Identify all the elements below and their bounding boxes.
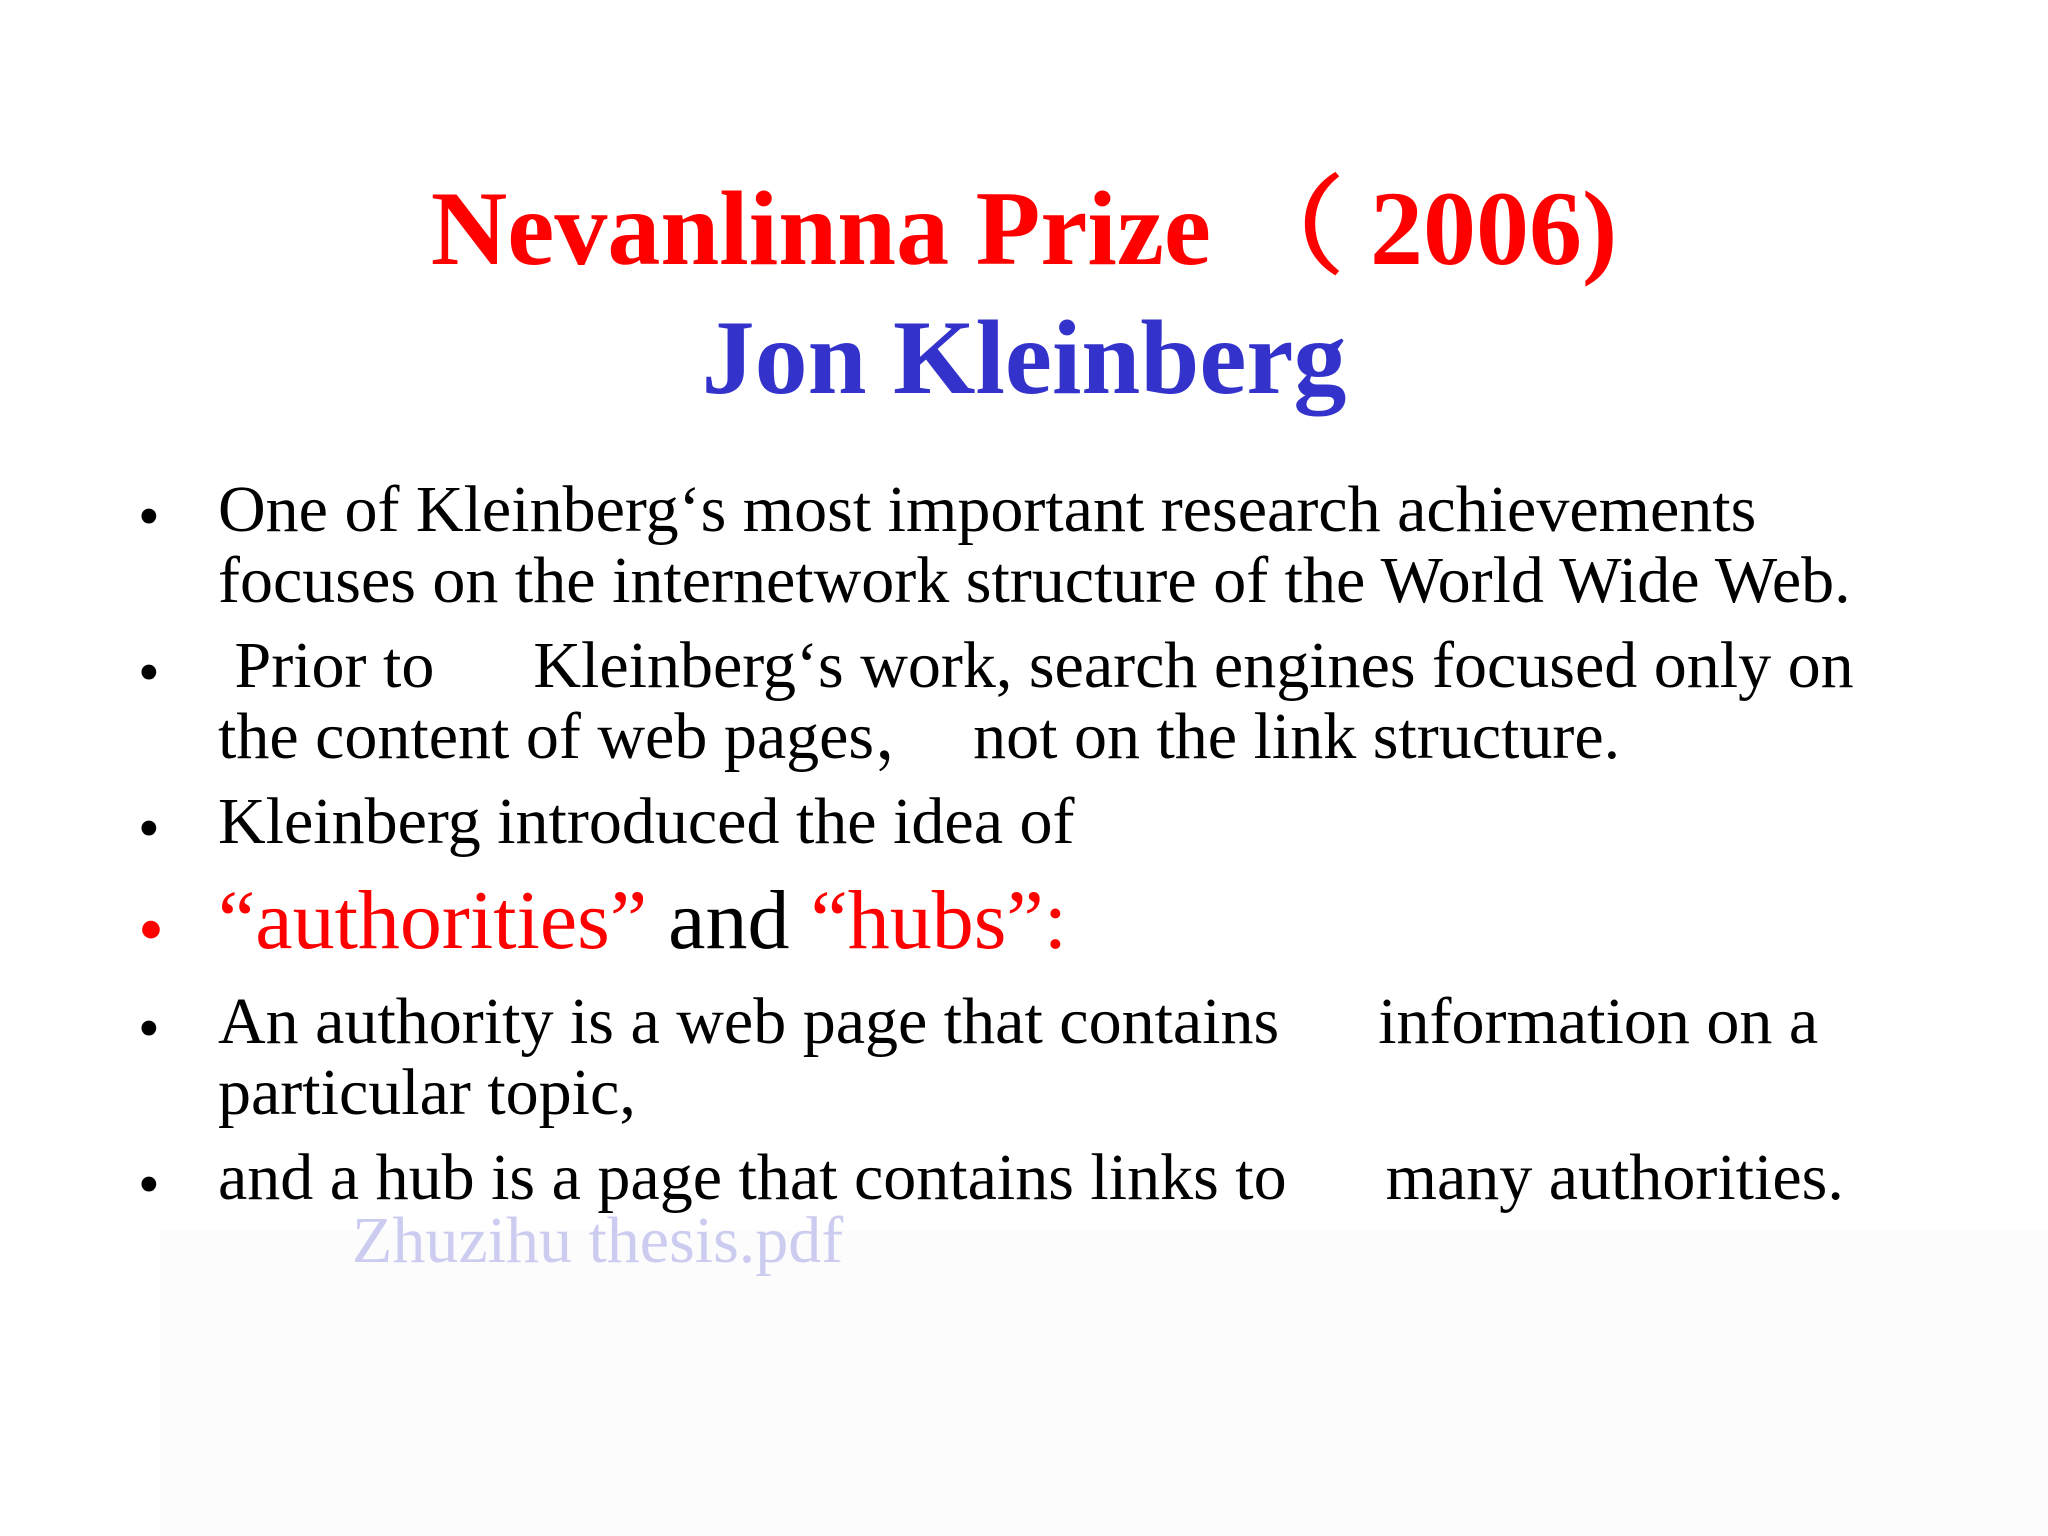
bullet-dot: • [138, 889, 164, 971]
bullet-text-line: and a hub is a page that contains links to many authorities. [218, 1141, 1844, 1214]
bullet-text-line: Kleinberg introduced the idea of [218, 785, 1075, 858]
bullet-dot: • [138, 995, 160, 1063]
bullet-text-line: particular topic, [218, 1056, 636, 1129]
watermark: Zhuzihu thesis.pdf [352, 1204, 844, 1277]
bullet-dot: • [138, 639, 160, 707]
bullet-text-line: focuses on the internetwork structure of the World Wide Web. [218, 544, 1851, 617]
bullet-text-line: Prior to Kleinberg‘s work, search engines focused only on [218, 629, 1854, 702]
bullet-text-line: An authority is a web page that contains information on a [218, 985, 1819, 1058]
bullet-text-line: One of Kleinberg‘s most important research achievements [218, 473, 1757, 546]
bullet-text-line: the content of web pages， not on the link structure. [218, 700, 1621, 773]
bullet-dot: • [138, 795, 160, 863]
authorities-term: “authorities” [218, 874, 648, 967]
bullet-text-line [218, 876, 2018, 966]
slide-subtitle-name: Jon Kleinberg [701, 299, 1347, 416]
hubs-term: “hubs”: [810, 874, 1068, 967]
bullet-dot: • [138, 1151, 160, 1219]
slide-title: Nevanlinna Prize （ 2006) [430, 170, 1618, 287]
bullet-dot: • [138, 483, 160, 551]
conjunction-text: and [647, 874, 811, 967]
